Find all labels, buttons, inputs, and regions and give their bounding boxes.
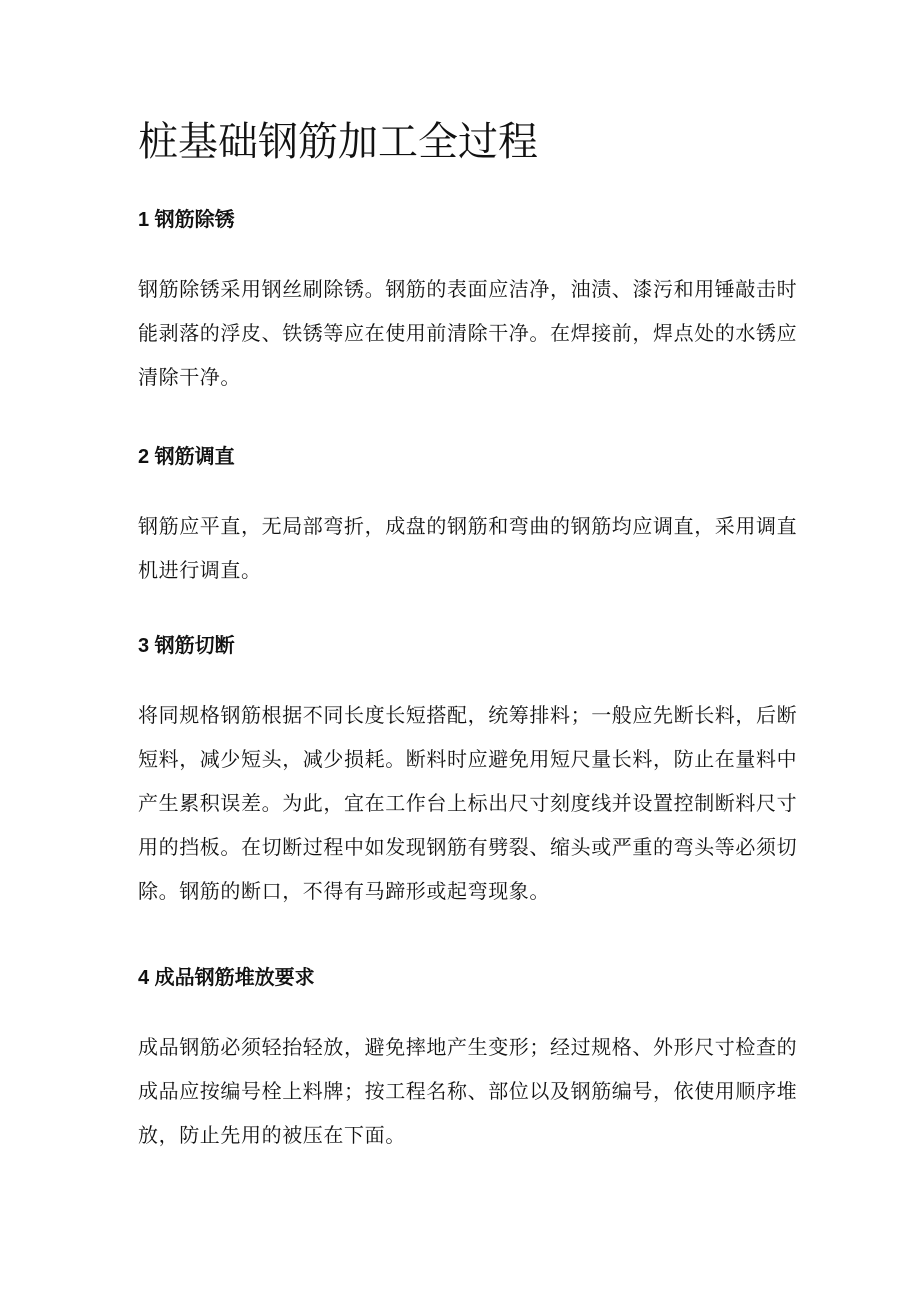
section-heading: 4 成品钢筋堆放要求	[138, 967, 315, 989]
paragraph-line: 钢筋除锈采用钢丝刷除锈。钢筋的表面应洁净，油渍、漆污和用锤敲击时	[138, 279, 798, 301]
paragraph-line: 成品应按编号栓上料牌；按工程名称、部位以及钢筋编号，依使用顺序堆	[138, 1081, 798, 1103]
section-paragraph	[138, 268, 798, 400]
paragraph-line: 成品钢筋必须轻抬轻放，避免摔地产生变形；经过规格、外形尺寸检查的	[138, 1037, 798, 1059]
section-heading: 2 钢筋调直	[138, 446, 235, 468]
paragraph-line: 短料，减少短头，减少损耗。断料时应避免用短尺量长料，防止在量料中	[138, 749, 798, 771]
paragraph-line: 钢筋应平直，无局部弯折，成盘的钢筋和弯曲的钢筋均应调直，采用调直	[138, 516, 798, 538]
paragraph-line: 除。钢筋的断口，不得有马蹄形或起弯现象。	[138, 881, 550, 903]
section-paragraph	[138, 505, 798, 593]
paragraph-line: 将同规格钢筋根据不同长度长短搭配，统筹排料；一般应先断长料，后断	[138, 705, 798, 727]
paragraph-line: 能剥落的浮皮、铁锈等应在使用前清除干净。在焊接前，焊点处的水锈应	[138, 323, 798, 345]
paragraph-line: 放，防止先用的被压在下面。	[138, 1125, 406, 1147]
paragraph-line: 机进行调直。	[138, 560, 262, 582]
document-title: 桩基础钢筋加工全过程	[138, 119, 538, 165]
paragraph-line: 清除干净。	[138, 367, 241, 389]
section-paragraph	[138, 694, 798, 914]
paragraph-line: 用的挡板。在切断过程中如发现钢筋有劈裂、缩头或严重的弯头等必须切	[138, 837, 798, 859]
section-heading: 1 钢筋除锈	[138, 209, 235, 231]
section-heading: 3 钢筋切断	[138, 635, 235, 657]
section-paragraph	[138, 1026, 798, 1158]
paragraph-line: 产生累积误差。为此，宜在工作台上标出尺寸刻度线并设置控制断料尺寸	[138, 793, 798, 815]
